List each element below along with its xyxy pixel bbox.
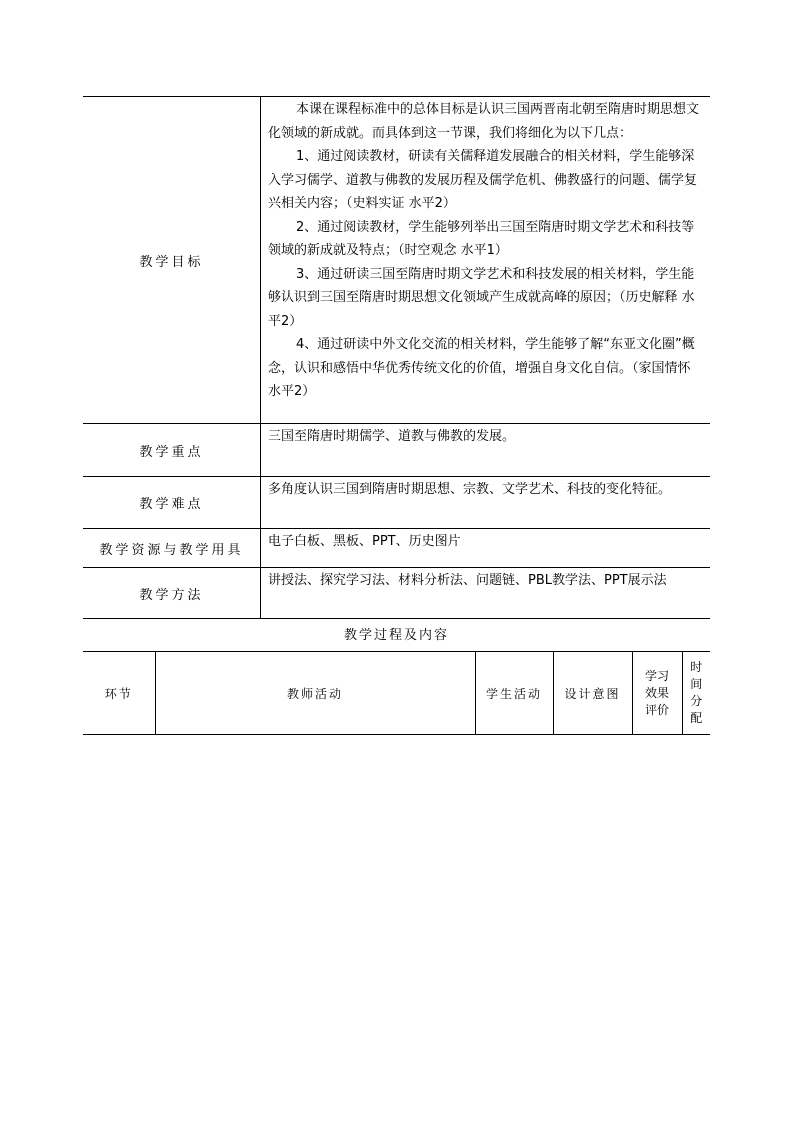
objective-item-3: 3、通过研读三国至隋唐时期文学艺术和科技发展的相关材料，学生能够认识到三国至隋唐时期思想文化领域产生成就高峰的原因；（历史解释 水平2） — [268, 266, 695, 329]
header-time-allocation — [682, 652, 710, 735]
methods-row — [83, 568, 710, 619]
header-learning-evaluation — [632, 652, 682, 735]
header-design-intent: 设计意图 — [553, 652, 632, 735]
time-line-2: 间 — [690, 677, 703, 691]
objectives-content — [261, 97, 711, 424]
objective-item-4: 4、通过研读中外文化交流的相关材料，学生能够了解“东亚文化圈”概念，认识和感悟中华优秀传统文化的价值，增强自身文化自信。（家国情怀 水平2） — [268, 337, 695, 399]
objectives-intro: 本课在课程标准中的总体目标是认识三国两晋南北朝至隋唐时期思想文化领域的新成就。而具体到这一节课，我们将细化为以下几点： — [268, 102, 700, 141]
process-section-title: 教学过程及内容 — [83, 618, 710, 652]
difficulties-label: 教学难点 — [83, 477, 261, 529]
objectives-label: 教学目标 — [83, 97, 261, 424]
methods-value: 讲授法、探究学习法、材料分析法、问题链、PBL教学法、PPT展示法 — [268, 573, 667, 588]
objectives-row — [83, 97, 710, 424]
difficulties-row — [83, 477, 710, 529]
key-points-value: 三国至隋唐时期儒学、道教与佛教的发展。 — [268, 429, 516, 444]
objective-item-2: 2、通过阅读教材，学生能够列举出三国至隋唐时期文学艺术和科技等领域的新成就及特点；（时空观念 水平1） — [268, 219, 695, 258]
key-points-row — [83, 424, 710, 477]
methods-label: 教学方法 — [83, 568, 261, 619]
difficulties-value: 多角度认识三国到隋唐时期思想、宗教、文学艺术、科技的变化特征。 — [268, 482, 672, 497]
key-points-label: 教学重点 — [83, 424, 261, 477]
time-line-1: 时 — [690, 660, 703, 674]
lesson-info-table — [83, 96, 710, 619]
process-header-table — [83, 651, 710, 735]
process-header-row — [83, 652, 710, 735]
eval-line-3: 评价 — [644, 702, 669, 717]
time-line-3: 分 — [690, 694, 703, 708]
header-student-activity: 学生活动 — [475, 652, 553, 735]
resources-value: 电子白板、黑板、PPT、历史图片 — [268, 534, 461, 549]
time-line-4: 配 — [690, 711, 703, 725]
resources-label: 教学资源与教学用具 — [83, 529, 261, 568]
eval-line-2: 效果 — [644, 685, 669, 700]
objective-item-1: 1、通过阅读教材，研读有关儒释道发展融合的相关材料，学生能够深入学习儒学、道教与佛教的发展历程及儒学危机、佛教盛行的问题、儒学复兴相关内容；（史料实证 水平2） — [268, 149, 698, 211]
resources-row — [83, 529, 710, 568]
eval-line-1: 学习 — [644, 668, 669, 683]
header-stage: 环节 — [83, 652, 155, 735]
header-teacher-activity: 教师活动 — [155, 652, 475, 735]
